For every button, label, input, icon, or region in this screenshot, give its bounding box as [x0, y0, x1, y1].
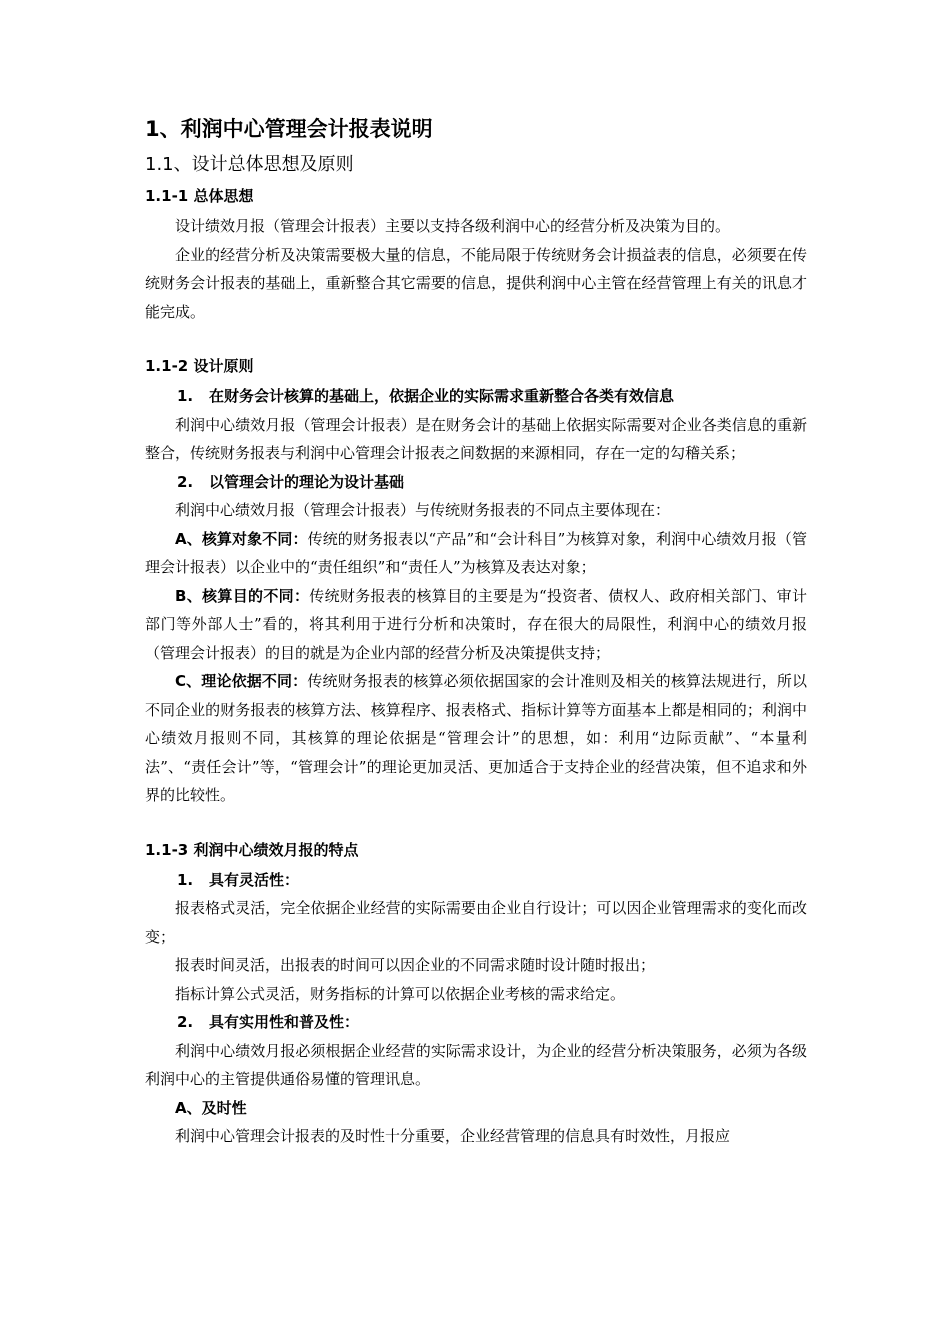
paragraph: 利润中心管理会计报表的及时性十分重要，企业经营管理的信息具有时效性，月报应 [175, 1127, 731, 1145]
subheading-timeliness [145, 1094, 807, 1123]
document-body [145, 114, 807, 1151]
numbered-item-heading [145, 866, 807, 895]
paragraph: 利润中心绩效月报（管理会计报表）是在财务会计的基础上依据实际需要对企业各类信息的重新整合，传统财务报表与利润中心管理会计报表之间数据的来源相同，存在一定的勾稽关系； [145, 415, 807, 462]
numbered-item-heading [145, 382, 807, 411]
paragraph-b [145, 582, 807, 668]
lead-label: A、及时性 [175, 1098, 247, 1117]
paragraph: 利润中心绩效月报（管理会计报表）与传统财务报表的不同点主要体现在： [175, 501, 671, 519]
item-title: 以管理会计的理论为设计基础 [209, 472, 405, 491]
paragraph: 设计绩效月报（管理会计报表）主要以支持各级利润中心的经营分析及决策为目的。 [175, 217, 731, 235]
item-title: 在财务会计核算的基础上，依据企业的实际需求重新整合各类有效信息 [209, 387, 675, 405]
lead-text: 传统财务报表的核算必须依据国家的会计准则及相关的核算法规进行，所以不同企业的财务报表的核算方法、核算程序、报表格式、指标计算等方面基本上都是相同的；利润中心绩效月报则不同，其核算的理论依据是“管理会计”的思想，如：利用“边际贡献”、“本量利法”、“责任会计”等，“管理会计”的理论更加灵活、更加适合于支持企业的经营决策，但不追求和外界的比较性。 [145, 672, 807, 804]
paragraph-a [145, 525, 807, 582]
paragraph: 报表时间灵活，出报表的时间可以因企业的不同需求随时设计随时报出； [175, 956, 656, 974]
lead-text: 传统的财务报表以“产品”和“会计科目”为核算对象，利润中心绩效月报（管理会计报表）以企业中的“责任组织”和“责任人”为核算及表达对象； [145, 529, 807, 576]
item-title: 具有灵活性： [209, 870, 300, 889]
item-number: 1. [177, 870, 194, 889]
subsection-heading-features: 1.1-3 利润中心绩效月报的特点 [145, 840, 359, 859]
paragraph: 报表格式灵活，完全依据企业经营的实际需要由企业自行设计；可以因企业管理需求的变化而改变； [145, 899, 807, 946]
main-heading: 1、利润中心管理会计报表说明 [145, 117, 433, 141]
paragraph: 利润中心绩效月报必须根据企业经营的实际需求设计，为企业的经营分析决策服务，必须为各级利润中心的主管提供通俗易懂的管理讯息。 [145, 1041, 807, 1088]
subsection-heading-design-principles: 1.1-2 设计原则 [145, 357, 254, 375]
lead-label: A、核算对象不同： [175, 529, 308, 548]
numbered-item-heading [145, 468, 807, 497]
paragraph: 企业的经营分析及决策需要极大量的信息，不能局限于传统财务会计损益表的信息，必须要在传统财务会计报表的基础上，重新整合其它需要的信息，提供利润中心主管在经营管理上有关的讯息才能完成。 [145, 245, 807, 321]
lead-label: B、核算目的不同： [175, 586, 310, 605]
paragraph-c [145, 667, 807, 810]
item-title: 具有实用性和普及性： [209, 1013, 360, 1031]
numbered-item-heading [145, 1008, 807, 1037]
paragraph: 指标计算公式灵活，财务指标的计算可以依据企业考核的需求给定。 [175, 984, 626, 1003]
subsection-heading-overall-idea: 1.1-1 总体思想 [145, 187, 254, 205]
item-number: 2. [177, 472, 194, 491]
item-number: 1. [177, 387, 194, 405]
section-heading: 1.1、设计总体思想及原则 [145, 154, 354, 175]
item-number: 2. [177, 1013, 194, 1031]
lead-label: C、理论依据不同： [175, 672, 308, 690]
lead-text: 传统财务报表的核算目的主要是为“投资者、债权人、政府相关部门、审计部门等外部人士”看的，将其利用于进行分析和决策时，存在很大的局限性，利润中心的绩效月报（管理会计报表）的目的就是为企业内部的经营分析及决策提供支持； [145, 586, 807, 662]
